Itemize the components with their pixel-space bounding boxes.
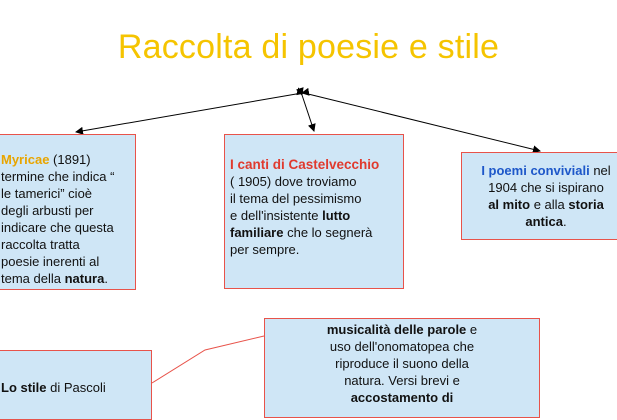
myricae-title: Myricae	[1, 152, 50, 167]
stile-label: Lo stile	[1, 380, 47, 395]
castelvecchio-box: I canti di Castelvecchio ( 1905) dove troviamo il tema del pessimismo e dell'insistente lutto familiare che lo segnerà per sempre.	[224, 134, 404, 289]
conviviali-title: I poemi conviviali	[481, 163, 590, 178]
myricae-box: Myricae (1891) termine che indica “ le tamerici” cioè degli arbusti per indicare che questa raccolta tratta poesie inerenti al tema della natura.	[0, 134, 136, 290]
stile-box: Lo stile di Pascoli	[0, 350, 152, 420]
diagram-title: Raccolta di poesie e stile	[117, 28, 500, 66]
castelvecchio-title: I canti di Castelvecchio	[230, 157, 380, 172]
conviviali-box: I poemi conviviali nel 1904 che si ispirano al mito e alla storia antica.	[461, 152, 617, 240]
link-stile-musicalita	[152, 336, 264, 383]
arrow-to-castelvecchio	[302, 95, 314, 131]
myricae-line-1: Myricae (1891)	[1, 152, 91, 167]
arrow-to-myricae	[76, 93, 302, 132]
musicalita-box: musicalità delle parole e uso dell'onomatopea che riproduce il suono della natura. Versi brevi e accostamento di	[264, 318, 540, 418]
